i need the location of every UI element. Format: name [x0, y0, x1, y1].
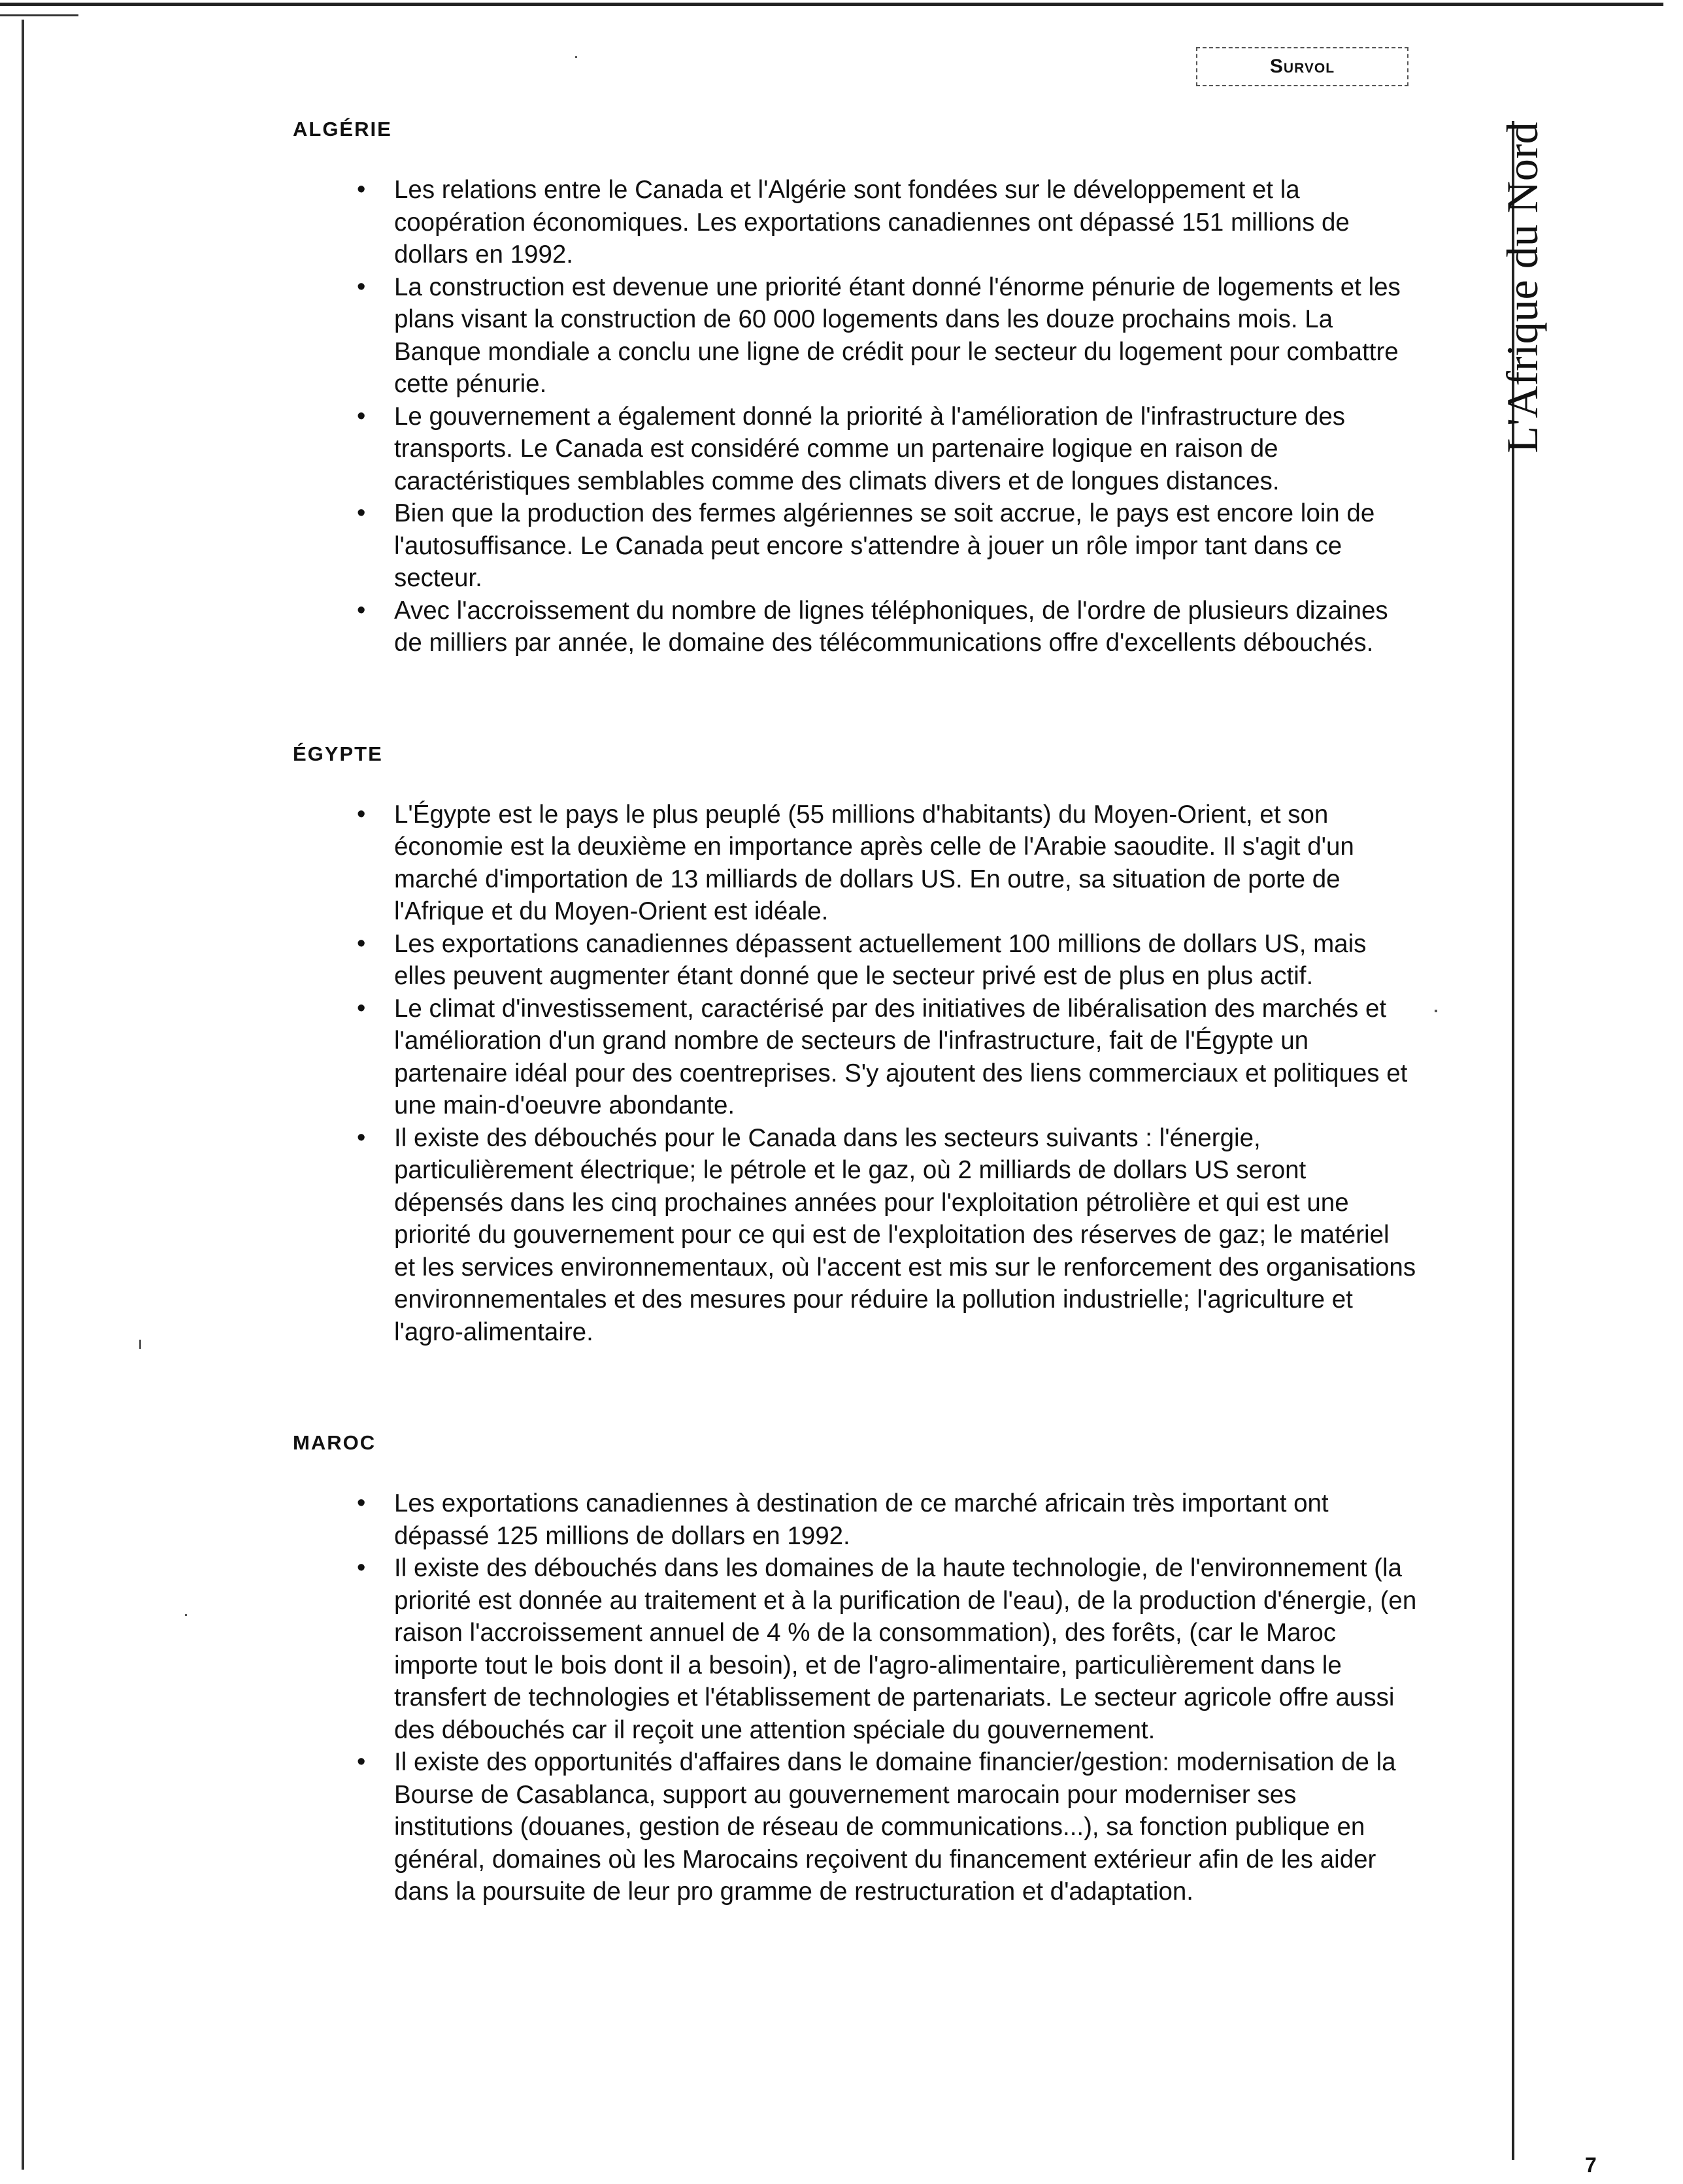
bullet-item: • La construction est devenue une priorité étant donné l'énorme pénurie de logements et les plans visant la construction de 60 000 logements dans les douze prochains mois. La Banque mondiale a conclu une ligne de crédit pour le secteur du logement pour combattre cette pénurie.: [394, 271, 1417, 401]
section-algerie: [293, 116, 1417, 659]
section-egypte: [293, 741, 1417, 1349]
section-tab: [1196, 47, 1408, 86]
bullet-item: • Il existe des opportunités d'affaires dans le domaine financier/gestion: modernisation de la Bourse de Casablanca, support au gouvernement marocain pour moderniser ses institutions (douanes, gestion de réseau de communications...), sa fonction publique en général, domaines où les Marocains reçoivent du financement extérieur afin de les aider dans la poursuite de leur pro gramme de restructuration et d'adaptation.: [394, 1746, 1417, 1908]
bullet-item: • Avec l'accroissement du nombre de lignes téléphoniques, de l'ordre de plusieurs dizaines de milliers par année, le domaine des télécommunications offre d'excellents débouchés.: [394, 595, 1417, 659]
bullet-item: • Bien que la production des fermes algériennes se soit accrue, le pays est encore loin de l'autosuffisance. Le Canada peut encore s'attendre à jouer un rôle impor tant dans ce secteur.: [394, 497, 1417, 595]
bullet-item: • Le gouvernement a également donné la priorité à l'amélioration de l'infrastructure des transports. Le Canada est considéré comme un partenaire logique en raison de caractéristiques semblables comme des climats divers et de longues distances.: [394, 401, 1417, 498]
bullet-list: [293, 1487, 1417, 1908]
main-content: [293, 116, 1417, 1908]
section-heading: ALGÉRIE: [293, 118, 392, 141]
bullet-item: • Les relations entre le Canada et l'Algérie sont fondées sur le développement et la coopération économiques. Les exportations canadiennes ont dépassé 151 millions de dollars en 1992.: [394, 174, 1417, 271]
scan-speck: [185, 1614, 187, 1616]
bullet-list: [293, 174, 1417, 659]
bullet-item: • Le climat d'investissement, caractérisé par des initiatives de libéralisation des marchés et l'amélioration d'un grand nombre de secteurs de l'infrastructure, fait de l'Égypte un partenaire idéal pour des coentreprises. S'y ajoutent des liens commerciaux et politiques et une main-d'oeuvre abondante.: [394, 993, 1417, 1122]
bullet-item: • L'Égypte est le pays le plus peuplé (55 millions d'habitants) du Moyen-Orient, et son économie est la deuxième en importance après celle de l'Arabie saoudite. Il s'agit d'un marché d'importation de 13 milliards de dollars US. En outre, sa situation de porte de l'Afrique et du Moyen-Orient est idéale.: [394, 799, 1417, 928]
bullet-item: • Les exportations canadiennes à destination de ce marché africain très important ont dépassé 125 millions de dollars en 1992.: [394, 1487, 1417, 1552]
scan-speck: [139, 1340, 141, 1349]
top-rule-left: [0, 14, 78, 16]
scan-speck: [1435, 1010, 1437, 1012]
bullet-list: [293, 799, 1417, 1349]
section-tab-label: Survol: [1269, 56, 1335, 77]
section-heading: ÉGYPTE: [293, 742, 383, 765]
bullet-item: • Les exportations canadiennes dépassent actuellement 100 millions de dollars US, mais elles peuvent augmenter étant donné que le secteur privé est de plus en plus actif.: [394, 928, 1417, 993]
section-spacer: [293, 659, 1417, 741]
top-rule: [0, 3, 1663, 6]
bullet-item: • Il existe des débouchés dans les domaines de la haute technologie, de l'environnement (la priorité est donnée au traitement et à la purification de l'eau), de la production d'énergie, (en raison l'accroissement annuel de 4 % de la consommation), des forêts, (car le Maroc importe tout le bois dont il a besoin), et de l'agro-alimentaire, particulièrement dans le transfert de technologies et l'établissement de partenariats. Le secteur agricole offre aussi des débouchés car il reçoit une attention spéciale du gouvernement.: [394, 1552, 1417, 1746]
section-spacer: [293, 1348, 1417, 1430]
page-number: 7: [1585, 2153, 1597, 2177]
chapter-side-title: L'Afrique du Nord: [1497, 122, 1547, 454]
bullet-item: • Il existe des débouchés pour le Canada dans les secteurs suivants : l'énergie, particulièrement électrique; le pétrole et le gaz, où 2 milliards de dollars US seront dépensés dans les cinq prochaines années pour l'exploitation pétrolière et qui est une priorité du gouvernement pour ce qui est de l'exploitation des réserves de gaz; le matériel et les services environnementaux, où l'accent est mis sur le renforcement des organisations environnementales et des mesures pour réduire la pollution industrielle; l'agriculture et l'agro-alimentaire.: [394, 1122, 1417, 1349]
section-maroc: [293, 1430, 1417, 1908]
scan-speck: [575, 56, 577, 58]
left-binding-edge: [22, 20, 24, 2170]
section-heading: MAROC: [293, 1431, 376, 1454]
